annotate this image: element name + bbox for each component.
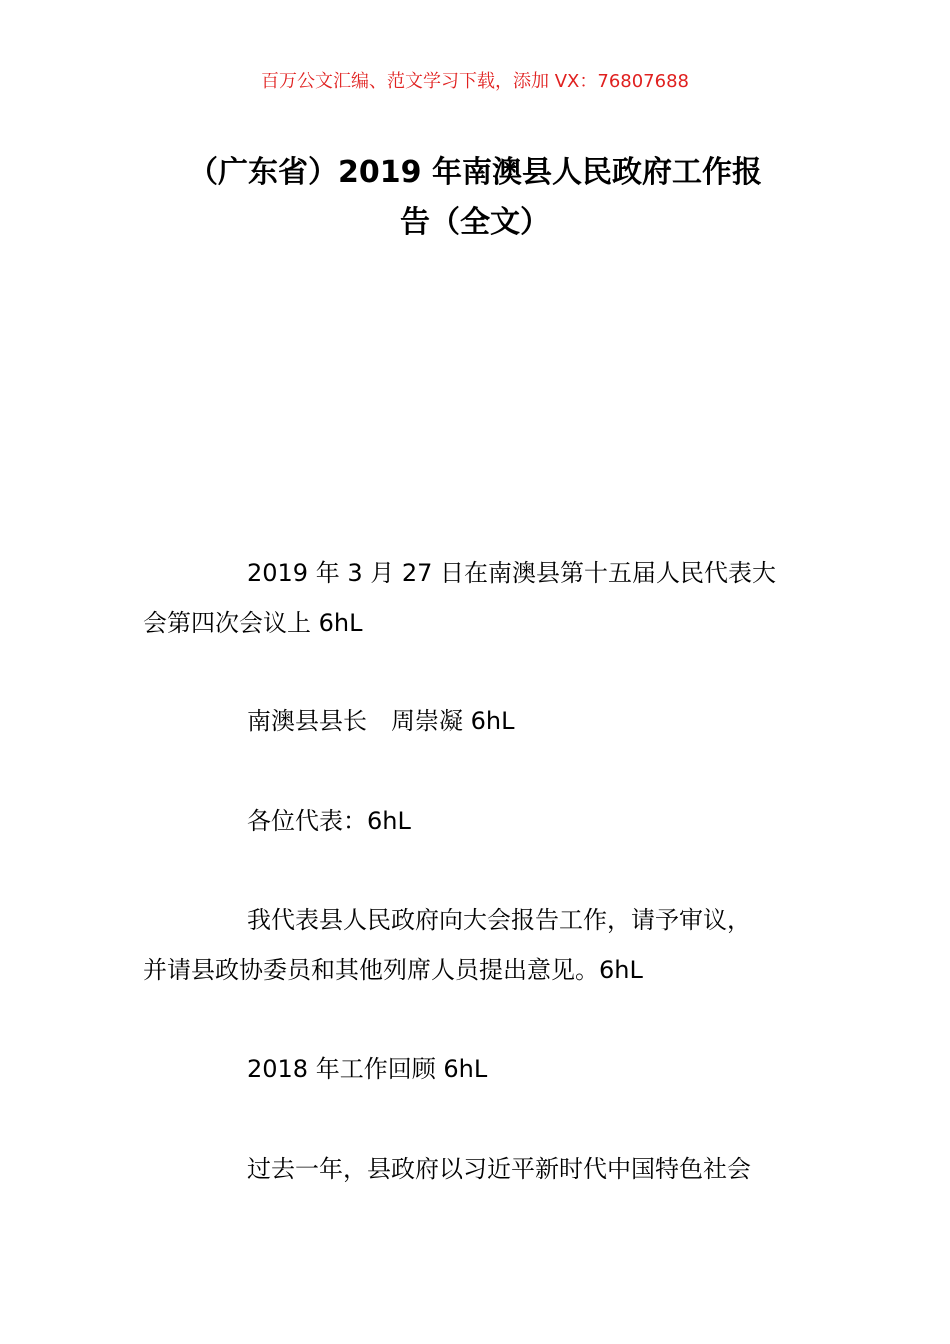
- paragraph-intro: [143, 895, 810, 995]
- paragraph-line: 南澳县县长 周崇凝 6hL: [247, 707, 515, 735]
- paragraph-line: 我代表县人民政府向大会报告工作，请予审议，: [247, 906, 751, 934]
- paragraph-line: 2018 年工作回顾 6hL: [247, 1055, 488, 1083]
- paragraph-line: 各位代表：6hL: [247, 807, 411, 835]
- header-watermark-note: 百万公文汇编、范文学习下载，添加 VX：76807688: [261, 71, 689, 92]
- paragraph-line: 2019 年 3 月 27 日在南澳县第十五届人民代表大: [247, 559, 777, 587]
- paragraph-past-year: [143, 1144, 810, 1194]
- paragraph-line: 过去一年，县政府以习近平新时代中国特色社会: [247, 1155, 751, 1183]
- paragraph-speaker: [143, 696, 810, 746]
- paragraph-line: 会第四次会议上 6hL: [143, 609, 363, 637]
- paragraph-meeting-info: [143, 548, 810, 648]
- document-title: [140, 148, 810, 248]
- title-line-2: 告（全文）: [400, 205, 550, 240]
- section-heading-review: [143, 1044, 810, 1094]
- paragraph-line: 并请县政协委员和其他列席人员提出意见。6hL: [143, 956, 643, 984]
- paragraph-salutation: [143, 796, 810, 846]
- title-line-1: （广东省）2019 年南澳县人民政府工作报: [188, 155, 762, 190]
